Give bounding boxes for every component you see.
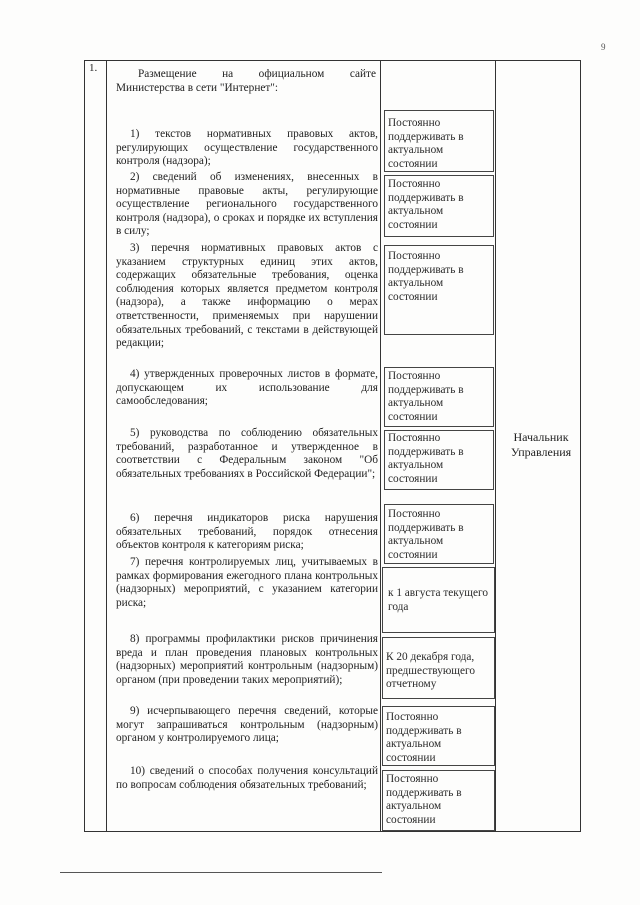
list-item: 4) утвержденных проверочных листов в формате, допускающем их использование для самообследования;: [116, 368, 378, 408]
list-item: 1) текстов нормативных правовых актов, регулирующих осуществление государственного контроля (надзора);: [116, 128, 378, 168]
responsible-person: Начальник Управления: [510, 430, 572, 459]
list-item: 9) исчерпывающего перечня сведений, которые могут запрашиваться контрольным (надзорным) органом у контролируемого лица;: [116, 705, 378, 745]
table-right-border: [580, 60, 581, 832]
deadline-text: Постоянно поддерживать в актуальном состоянии: [386, 773, 462, 826]
list-item: 3) перечня нормативных правовых актов с указанием структурных единиц этих актов, содержащих обязательные требования, оценка соблюдения которых является предметом контроля (надзора), а также информацию о мерах ответственности, применяемых при нарушении обязательных требований, с текстами в действующей редакции;: [116, 242, 378, 350]
footer-rule: [60, 872, 382, 873]
table-bottom-border: [84, 831, 581, 832]
column-divider-1: [106, 60, 107, 832]
list-item: 10) сведений о способах получения консультаций по вопросам соблюдения обязательных требований;: [116, 765, 378, 791]
item-number: 1.: [89, 62, 98, 74]
intro-text: Размещение на официальном сайте Министерства в сети "Интернет":: [116, 68, 376, 94]
deadline-text: Постоянно поддерживать в актуальном состоянии: [388, 117, 464, 170]
deadline-text: К 20 декабря года, предшествующего отчетному: [386, 651, 476, 691]
deadline-text: к 1 августа текущего года: [388, 587, 488, 613]
deadline-text: Постоянно поддерживать в актуальном состоянии: [388, 432, 464, 485]
deadline-text: Постоянно поддерживать в актуальном состоянии: [388, 508, 464, 561]
deadline-text: Постоянно поддерживать в актуальном состоянии: [386, 711, 462, 764]
list-item: 5) руководства по соблюдению обязательных требований, разработанное и утвержденное в соответствии с Федеральным законом "Об обязательных требованиях в Российской Федерации";: [116, 427, 378, 480]
table-top-border: [84, 60, 581, 61]
page-number: 9: [601, 42, 606, 52]
list-item: 6) перечня индикаторов риска нарушения обязательных требований, порядок отнесения объектов контроля к категориям риска;: [116, 512, 378, 552]
column-divider-2: [380, 60, 381, 832]
list-item: 8) программы профилактики рисков причинения вреда и план проведения плановых контрольных (надзорных) мероприятий контрольным (надзорным) органом (при проведении таких мероприятий);: [116, 633, 378, 686]
deadline-text: Постоянно поддерживать в актуальном состоянии: [388, 370, 464, 423]
deadline-text: Постоянно поддерживать в актуальном состоянии: [388, 178, 464, 231]
column-divider-3: [495, 60, 496, 832]
deadline-text: Постоянно поддерживать в актуальном состоянии: [388, 250, 464, 303]
list-item: 2) сведений об изменениях, внесенных в нормативные правовые акты, регулирующие осуществление регионального государственного контроля (надзора), о сроках и порядке их вступления в силу;: [116, 171, 378, 238]
list-item: 7) перечня контролируемых лиц, учитываемых в рамках формирования ежегодного плана контрольных (надзорных) мероприятий, с указанием категории риска;: [116, 556, 378, 609]
table-left-border: [84, 60, 85, 832]
